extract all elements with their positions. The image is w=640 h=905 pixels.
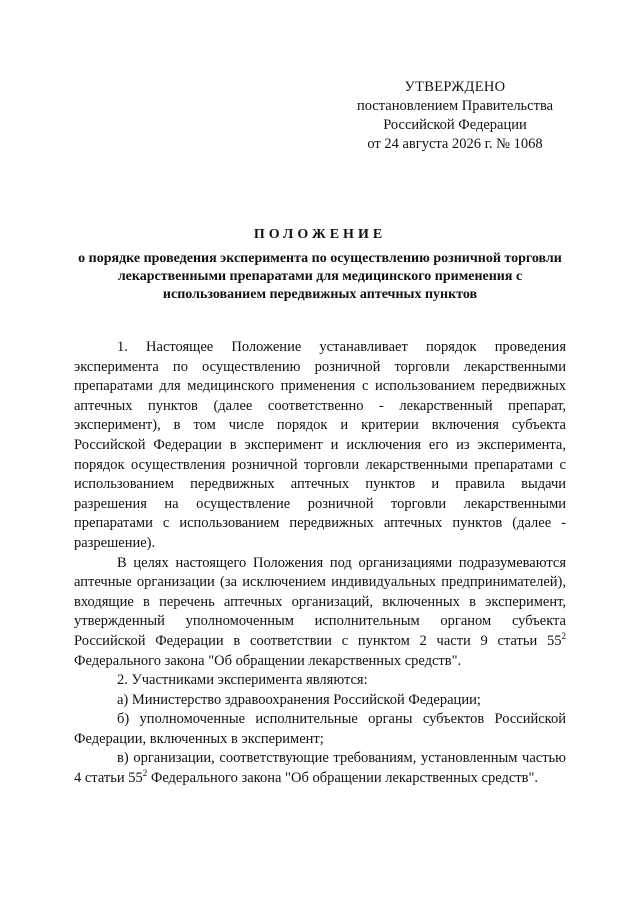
approval-line-2: Российской Федерации xyxy=(383,117,527,133)
approval-line-3: от 24 августа 2026 г. № 1068 xyxy=(367,136,543,152)
paragraph-2-text-b: Федерального закона "Об обращении лекарственных средств". xyxy=(74,652,462,669)
document-subtitle: о порядке проведения эксперимента по осуществлению розничной торговли лекарственными препаратами для медицинского применения с использованием передвижных аптечных пунктов xyxy=(78,251,562,302)
paragraph-5: б) уполномоченные исполнительные органы субъектов Российской Федерации, включенных в эксперимент; xyxy=(74,711,566,747)
approval-heading: УТВЕРЖДЕНО xyxy=(404,79,506,95)
paragraph-4: а) Министерство здравоохранения Российской Федерации; xyxy=(117,691,481,708)
approval-line-1: постановлением Правительства xyxy=(356,98,554,114)
paragraph-1: 1. Настоящее Положение устанавливает порядок проведения эксперимента по осуществлению розничной торговли лекарственными препаратами для медицинского применения с использованием передвижных аптечных пунктов (далее соответственно - лекарственный препарат, эксперимент), в том числе порядок и критерии включения субъекта Российской Федерации в эксперимент и исключения его из эксперимента, порядок осуществления розничной торговли лекарственными препаратами с использованием передвижных аптечных пунктов и правила выдачи разрешения на осуществление розничной торговли лекарственными препаратами с использованием передвижных аптечных пунктов (далее - разрешение). xyxy=(74,339,566,551)
paragraph-2-text-a: В целях настоящего Положения под организациями подразумеваются аптечные организации (за исключением индивидуальных предпринимателей), входящие в перечень аптечных организаций, включенных в эксперимент, утвержденный уполномоченным исполнительным органом субъекта Российской Федерации в соответствии с пунктом 2 части 9 статьи 55 xyxy=(74,554,566,649)
paragraph-2 xyxy=(74,554,566,672)
paragraph-3: 2. Участниками эксперимента являются: xyxy=(117,672,368,689)
document-title: ПОЛОЖЕНИЕ xyxy=(253,227,387,242)
paragraph-6-text-b: Федерального закона "Об обращении лекарственных средств". xyxy=(147,770,539,787)
paragraph-2-superscript: 2 xyxy=(561,631,566,642)
paragraph-6-text-a: в) организации, соответствующие требованиям, установленным частью 4 статьи 55 xyxy=(74,750,566,787)
document-body xyxy=(74,338,566,789)
paragraph-6-superscript: 2 xyxy=(142,768,148,779)
paragraph-6 xyxy=(74,749,566,788)
approval-block xyxy=(330,78,580,154)
